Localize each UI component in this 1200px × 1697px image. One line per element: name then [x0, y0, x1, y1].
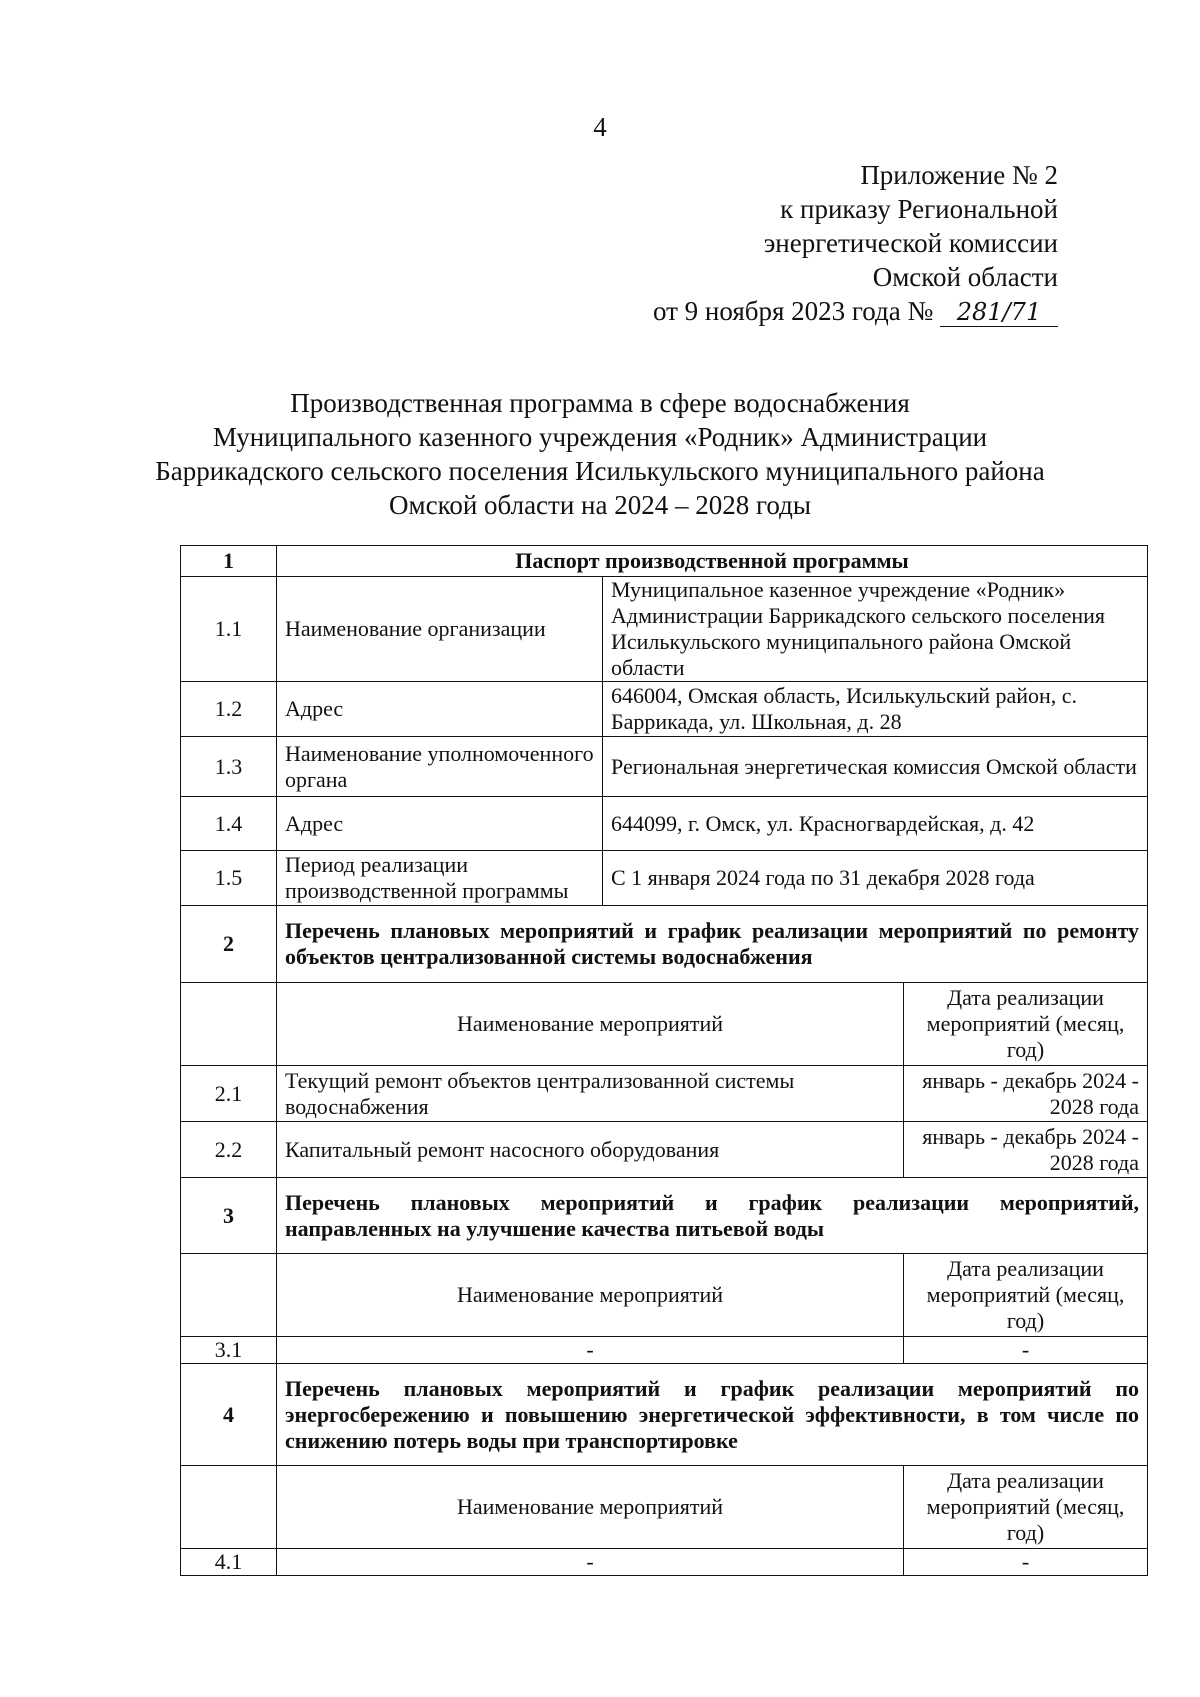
row-number: 1.1	[181, 577, 277, 682]
row-number: 1.5	[181, 851, 277, 906]
activity-name: Текущий ремонт объектов централизованной системы водоснабжения	[277, 1066, 904, 1122]
activity-date: январь - декабрь 2024 - 2028 года	[904, 1066, 1148, 1122]
row-value: Региональная энергетическая комиссия Омской области	[603, 737, 1148, 797]
appendix-line-3: энергетической комиссии	[763, 228, 1058, 258]
appendix-line-2: к приказу Региональной	[780, 194, 1058, 224]
production-program-table	[180, 545, 1148, 1576]
table-row	[181, 1549, 1148, 1576]
column-header-row	[181, 983, 1148, 1066]
section-number: 3	[181, 1178, 277, 1254]
row-label: Адрес	[277, 682, 603, 737]
activity-name: -	[277, 1549, 904, 1576]
activity-date: -	[904, 1337, 1148, 1364]
row-number: 2.2	[181, 1122, 277, 1178]
row-label: Наименование уполномоченного органа	[277, 737, 603, 797]
column-header-row	[181, 1254, 1148, 1337]
section-3-header	[181, 1178, 1148, 1254]
table-row	[181, 797, 1148, 851]
section-title: Паспорт производственной программы	[277, 546, 1148, 577]
column-header-date: Дата реализации мероприятий (месяц, год)	[904, 1466, 1148, 1549]
row-value: С 1 января 2024 года по 31 декабря 2028 года	[603, 851, 1148, 906]
activity-name: -	[277, 1337, 904, 1364]
row-number: 1.4	[181, 797, 277, 851]
appendix-line-1: Приложение № 2	[860, 160, 1058, 190]
row-number: 3.1	[181, 1337, 277, 1364]
empty-cell	[181, 1254, 277, 1337]
row-value: Муниципальное казенное учреждение «Родник» Администрации Баррикадского сельского поселения Исилькульского муниципального района Омской области	[603, 577, 1148, 682]
order-line	[653, 294, 1058, 328]
column-header-name: Наименование мероприятий	[277, 983, 904, 1066]
table-row	[181, 682, 1148, 737]
empty-cell	[181, 1466, 277, 1549]
table-row	[181, 1337, 1148, 1364]
row-label: Адрес	[277, 797, 603, 851]
row-value: 646004, Омская область, Исилькульский район, с. Баррикада, ул. Школьная, д. 28	[603, 682, 1148, 737]
title-line-3: Баррикадского сельского поселения Исилькульского муниципального района	[155, 456, 1045, 486]
section-number: 4	[181, 1364, 277, 1466]
table-row	[181, 1122, 1148, 1178]
row-number: 2.1	[181, 1066, 277, 1122]
row-number: 1.3	[181, 737, 277, 797]
empty-cell	[181, 983, 277, 1066]
section-title: Перечень плановых мероприятий и график реализации мероприятий по ремонту объектов централизованной системы водоснабжения	[277, 906, 1148, 983]
section-title: Перечень плановых мероприятий и график реализации мероприятий, направленных на улучшение качества питьевой воды	[277, 1178, 1148, 1254]
section-number: 1	[181, 546, 277, 577]
title-line-4: Омской области на 2024 – 2028 годы	[389, 490, 811, 520]
row-number: 1.2	[181, 682, 277, 737]
appendix-line-4: Омской области	[872, 262, 1058, 292]
row-label: Период реализации производственной программы	[277, 851, 603, 906]
title-line-1: Производственная программа в сфере водоснабжения	[290, 388, 910, 418]
column-header-row	[181, 1466, 1148, 1549]
column-header-name: Наименование мероприятий	[277, 1466, 904, 1549]
title-line-2: Муниципального казенного учреждения «Родник» Администрации	[212, 422, 988, 452]
row-label: Наименование организации	[277, 577, 603, 682]
section-number: 2	[181, 906, 277, 983]
column-header-date: Дата реализации мероприятий (месяц, год)	[904, 983, 1148, 1066]
activity-date: январь - декабрь 2024 - 2028 года	[904, 1122, 1148, 1178]
section-title: Перечень плановых мероприятий и график реализации мероприятий по энергосбережению и повышению энергетической эффективности, в том числе по снижению потерь воды при транспортировке	[277, 1364, 1148, 1466]
row-number: 4.1	[181, 1549, 277, 1576]
table-row	[181, 851, 1148, 906]
page-number: 4	[593, 112, 607, 142]
section-4-header	[181, 1364, 1148, 1466]
table-row	[181, 737, 1148, 797]
table-row	[181, 577, 1148, 682]
row-value: 644099, г. Омск, ул. Красногвардейская, д. 42	[603, 797, 1148, 851]
column-header-name: Наименование мероприятий	[277, 1254, 904, 1337]
activity-date: -	[904, 1549, 1148, 1576]
order-number-handwritten: 281/71	[940, 298, 1058, 327]
section-2-header	[181, 906, 1148, 983]
document-title	[100, 386, 1100, 522]
column-header-date: Дата реализации мероприятий (месяц, год)	[904, 1254, 1148, 1337]
section-1-header	[181, 546, 1148, 577]
table-row	[181, 1066, 1148, 1122]
activity-name: Капитальный ремонт насосного оборудования	[277, 1122, 904, 1178]
appendix-header	[653, 158, 1058, 328]
order-prefix: от 9 ноября 2023 года №	[652, 296, 934, 326]
